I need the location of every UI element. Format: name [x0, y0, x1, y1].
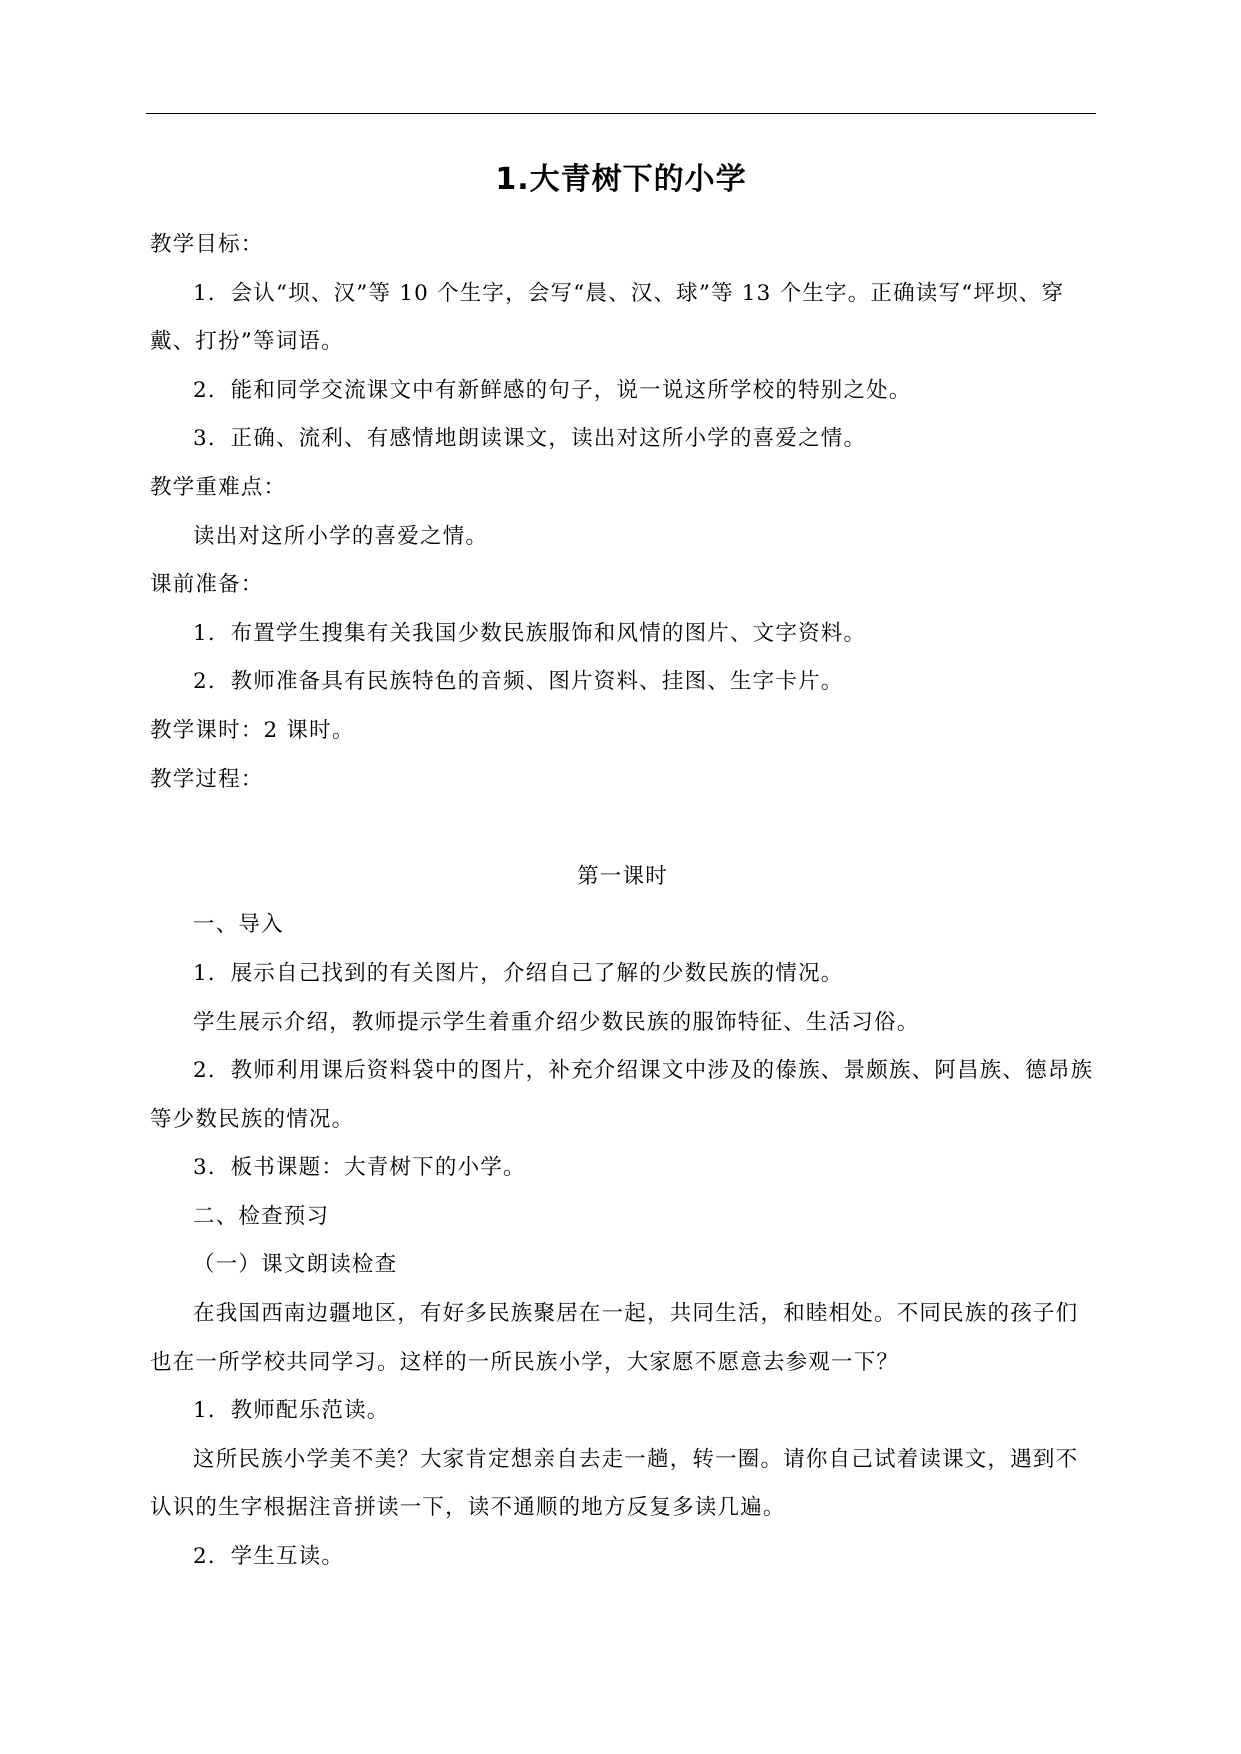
document-body	[150, 221, 1095, 1582]
page-title: 1.大青树下的小学	[495, 162, 747, 197]
key-points-text: 读出对这所小学的喜爱之情。	[193, 523, 489, 549]
goal-item: 2．能和同学交流课文中有新鲜感的句子，说一说这所学校的特别之处。	[193, 377, 912, 403]
process-paragraph: 二、检查预习	[193, 1203, 330, 1229]
process-paragraph: 2．学生互读。	[193, 1544, 345, 1570]
section-heading-goals: 教学目标：	[150, 232, 264, 257]
class-hours: 教学课时：2 课时。	[150, 717, 355, 743]
process-paragraph: 1．展示自己找到的有关图片，介绍自己了解的少数民族的情况。	[193, 960, 844, 986]
preparation-item: 1．布置学生搜集有关我国少数民族服饰和风情的图片、文字资料。	[193, 620, 867, 646]
process-paragraph: 学生展示介绍，教师提示学生着重介绍少数民族的服饰特征、生活习俗。	[193, 1009, 920, 1035]
section-heading-process: 教学过程：	[150, 766, 264, 792]
blank-line	[150, 804, 1095, 853]
goal-item: 3．正确、流利、有感情地朗读课文，读出对这所小学的喜爱之情。	[193, 426, 867, 452]
section-heading-key-points: 教学重难点：	[150, 474, 287, 500]
goal-item: 1．会认“坝、汉”等 10 个生字，会写“晨、汉、球”等 13 个生字。正确读写“坪坝、穿戴、打扮”等词语。	[150, 280, 1065, 355]
preparation-item: 2．教师准备具有民族特色的音频、图片资料、挂图、生字卡片。	[193, 669, 844, 695]
section-heading-preparation: 课前准备：	[150, 572, 264, 598]
process-paragraph: 2．教师利用课后资料袋中的图片，补充介绍课文中涉及的傣族、景颇族、阿昌族、德昂族等少数民族的情况。	[150, 1058, 1094, 1132]
lesson-title: 第一课时	[577, 863, 668, 889]
process-paragraph: 一、导入	[193, 912, 284, 938]
process-paragraph: （一）课文朗读检查	[193, 1252, 398, 1278]
process-paragraph: 在我国西南边疆地区，有好多民族聚居在一起，共同生活，和睦相处。不同民族的孩子们也在一所学校共同学习。这样的一所民族小学，大家愿不愿意去参观一下？	[150, 1301, 1079, 1375]
header-rule	[146, 113, 1096, 114]
process-paragraph: 1．教师配乐范读。	[193, 1398, 390, 1424]
process-paragraph: 3．板书课题：大青树下的小学。	[193, 1155, 526, 1181]
process-paragraph: 这所民族小学美不美？大家肯定想亲自去走一趟，转一圈。请你自己试着读课文，遇到不认识的生字根据注音拼读一下，读不通顺的地方反复多读几遍。	[150, 1446, 1079, 1521]
